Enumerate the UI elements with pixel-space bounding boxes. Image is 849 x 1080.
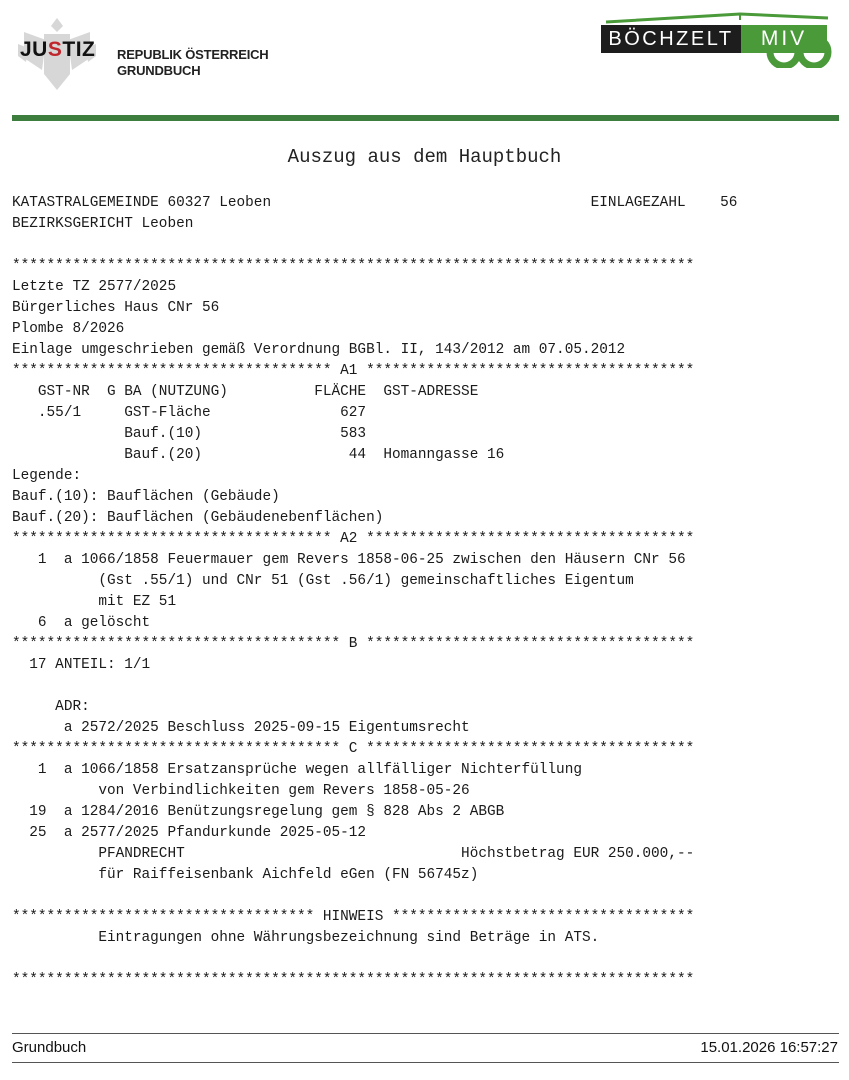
document-line: Legende: (12, 468, 82, 484)
document-line: Einlage umgeschrieben gemäß Verordnung BGBl. II, 143/2012 am 07.05.2012 (12, 342, 626, 358)
document-line: Letzte TZ 2577/2025 (12, 279, 177, 295)
document-line: 1 a 1066/1858 Feuermauer gem Revers 1858-06-25 zwischen den Häusern CNr 56 (12, 552, 686, 568)
document-line: Eintragungen ohne Währungsbezeichnung sind Beträge in ATS. (12, 930, 600, 946)
document-line: 19 a 1284/2016 Benützungsregelung gem § 828 Abs 2 ABGB (12, 804, 505, 820)
document-line: (Gst .55/1) und CNr 51 (Gst .56/1) gemeinschaftliches Eigentum (12, 573, 634, 589)
document-line: 6 a gelöscht (12, 615, 151, 631)
document-line: 17 ANTEIL: 1/1 (12, 657, 151, 673)
document-line: .55/1 GST-Fläche 627 (12, 405, 367, 421)
brand-name-green: MIV (741, 25, 827, 53)
document-line: ******************************************************************************* (12, 972, 695, 988)
header-divider (12, 115, 839, 121)
document-line (12, 676, 737, 697)
republik-line-1: REPUBLIK ÖSTERREICH (117, 47, 269, 62)
document-line: BEZIRKSGERICHT Leoben (12, 216, 194, 232)
document-line: *********************************** HINWEIS *********************************** (12, 909, 695, 925)
document-line (12, 886, 737, 907)
document-line: ************************************** B ************************************** (12, 636, 695, 652)
justiz-wordmark (20, 38, 95, 62)
document-line (12, 235, 737, 256)
republik-line-2: GRUNDBUCH (117, 63, 201, 78)
justiz-wordmark-part-2: TIZ (62, 38, 96, 61)
document-line: ************************************* A1 ************************************** (12, 363, 695, 379)
justiz-wordmark-part-1: JU (20, 38, 48, 61)
document-line: a 2572/2025 Beschluss 2025-09-15 Eigentumsrecht (12, 720, 470, 736)
document-line: ************************************* A2 ************************************** (12, 531, 695, 547)
document-line: für Raiffeisenbank Aichfeld eGen (FN 56745z) (12, 867, 479, 883)
document-line: Bauf.(10) 583 (12, 426, 367, 442)
document-line: Bürgerliches Haus CNr 56 (12, 300, 220, 316)
document-line: 25 a 2577/2025 Pfandurkunde 2025-05-12 (12, 825, 367, 841)
document-line: KATASTRALGEMEINDE 60327 Leoben EINLAGEZAHL 56 (12, 195, 738, 211)
brand-name-dark: BÖCHZELT (601, 25, 741, 53)
justiz-wordmark-s: S (47, 38, 63, 61)
footer-divider-top (12, 1033, 839, 1034)
document-line: Bauf.(20) 44 Homanngasse 16 (12, 447, 505, 463)
document-line (12, 949, 737, 970)
document-line: PFANDRECHT Höchstbetrag EUR 250.000,-- (12, 846, 695, 862)
footer-divider-bottom (12, 1062, 839, 1063)
document-line: ADR: (12, 699, 90, 715)
republik-label (117, 47, 269, 79)
footer-timestamp: 15.01.2026 16:57:27 (700, 1039, 838, 1056)
document-line: Bauf.(20): Bauflächen (Gebäudenebenflächen) (12, 510, 384, 526)
document-line: ******************************************************************************* (12, 258, 695, 274)
document-line: GST-NR G BA (NUTZUNG) FLÄCHE GST-ADRESSE (12, 384, 479, 400)
document-body (12, 193, 737, 991)
document-line: mit EZ 51 (12, 594, 177, 610)
footer-source: Grundbuch (12, 1039, 87, 1056)
document-title: Auszug aus dem Hauptbuch (287, 146, 562, 168)
document-line: von Verbindlichkeiten gem Revers 1858-05-26 (12, 783, 470, 799)
document-line: 1 a 1066/1858 Ersatzansprüche wegen allfälliger Nichterfüllung (12, 762, 582, 778)
document-line: Bauf.(10): Bauflächen (Gebäude) (12, 489, 280, 505)
document-line: ************************************** C ************************************** (12, 741, 695, 757)
document-line: Plombe 8/2026 (12, 321, 125, 337)
